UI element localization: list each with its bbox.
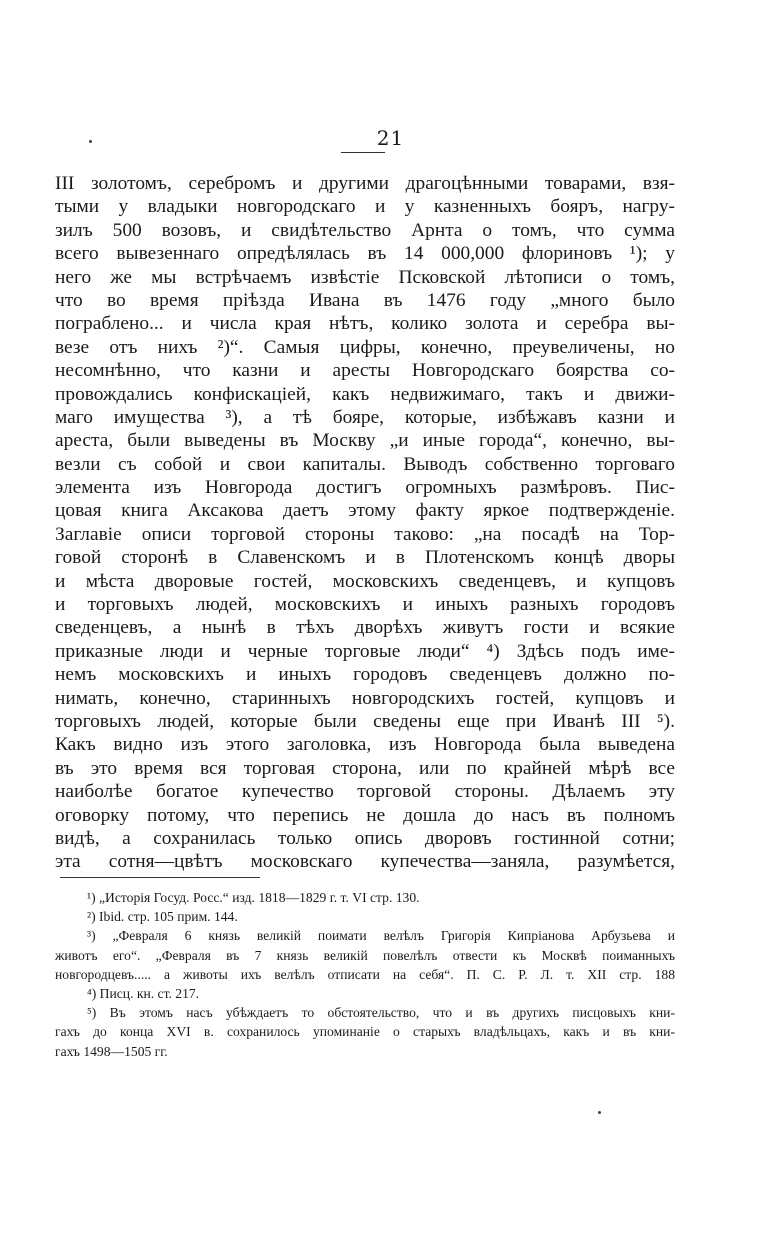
text-line: наиболѣе богатое купечество торговой стороны. Дѣлаемъ эту xyxy=(55,781,675,803)
text-line: несомнѣнно, что казни и аресты Новгородскаго боярства со- xyxy=(55,360,675,382)
text-line: везли съ собой и свои капиталы. Выводъ собственно торговаго xyxy=(55,453,675,475)
text-line: эта сотня—цвѣтъ московскаго купечества—заняла, разумѣется, xyxy=(55,851,675,873)
text-line: видѣ, а сохранилась только опись дворовъ гостинной сотни; xyxy=(55,827,675,849)
text-line: торговыхъ людей, которые были сведены еще при Иванѣ III ⁵). xyxy=(55,710,675,732)
print-speck xyxy=(598,1111,601,1114)
footnote-line: ³) „Февраля 6 князь великій поимати велѣлъ Григорія Кипріанова Арбузьева и xyxy=(87,928,675,944)
footnote-line: ²) Ibid. стр. 105 прим. 144. xyxy=(87,909,238,925)
page-number-underline xyxy=(341,152,385,153)
text-line: Какъ видно изъ этого заголовка, изъ Новгорода была выведена xyxy=(55,734,675,756)
footnotes xyxy=(55,888,675,1061)
text-line: пограблено... и числа края нѣтъ, колико золота и серебра вы- xyxy=(55,313,675,335)
text-line: зилъ 500 возовъ, и свидѣтельство Арнта о томъ, что сумма xyxy=(55,219,675,241)
text-line: нимать, конечно, старинныхъ новгородскихъ гостей, купцовъ и xyxy=(55,687,675,709)
text-line: оговорку потому, что перепись не дошла до насъ въ полномъ xyxy=(55,804,675,826)
text-line: что во время пріѣзда Ивана въ 1476 году „много было xyxy=(55,289,675,311)
footnote-separator xyxy=(60,877,260,878)
footnote-line: ⁴) Писц. кн. ст. 217. xyxy=(87,985,200,1001)
text-line: него же мы встрѣчаемъ извѣстіе Псковской лѣтописи о томъ, xyxy=(55,266,675,288)
text-line: въ это время вся торговая сторона, или по крайней мѣрѣ все xyxy=(55,757,675,779)
text-line: III золотомъ, серебромъ и другими драгоцѣнными товарами, взя- xyxy=(55,173,675,194)
footnote-line: гахъ 1498—1505 гг. xyxy=(55,1043,168,1059)
page-number: 21 xyxy=(376,126,405,150)
text-line: провождались конфискацiей, какъ недвижимаго, такъ и движи- xyxy=(55,383,675,405)
text-line: и мѣста дворовые гостей, московскихъ сведенцевъ, и купцовъ xyxy=(55,570,675,592)
footnote-line: ⁵) Въ этомъ насъ убѣждаетъ то обстоятельство, что и въ другихъ писцовыхъ кни- xyxy=(87,1005,675,1021)
text-line: маго имущества ³), а тѣ бояре, которые, избѣжавъ казни и xyxy=(55,406,675,428)
footnote-line: гахъ до конца XVI в. сохранилось упоминаніе о старыхъ владѣльцахъ, какъ и въ кни- xyxy=(55,1024,675,1040)
text-line: сведенцевъ, а нынѣ в тѣхъ дворѣхъ живутъ гости и всякие xyxy=(55,617,675,639)
text-line: немъ московскихъ и иныхъ городовъ сведенцевъ должно по- xyxy=(55,664,675,686)
text-line: всего вывезеннаго опредѣлялась въ 14 000,000 флориновъ ¹); у xyxy=(55,243,675,265)
text-line: везе отъ нихъ ²)“. Самыя цифры, конечно, преувеличены, но xyxy=(55,336,675,358)
text-line: тыми у владыки новгородскаго и у казненныхъ бояръ, нагру- xyxy=(55,196,675,218)
text-line: элемента изъ Новгорода достигъ огромныхъ размѣровъ. Пис- xyxy=(55,477,675,499)
footnote-line: животъ его“. „Февраля въ 7 князь великій повелѣлъ отвести къ Москвѣ поиманныхъ xyxy=(55,947,675,963)
text-line: Заглавіе описи торговой стороны таково: „на посадѣ на Тор- xyxy=(55,523,675,545)
footnote-line: новгородцевъ..... а животы ихъ велѣлъ отписати на себя“. П. С. Р. Л. т. XII стр. 188 xyxy=(55,966,675,982)
main-text xyxy=(55,172,675,874)
footnote-line: ¹) „Исторія Госуд. Росс.“ изд. 1818—1829 г. т. VI стр. 130. xyxy=(87,890,420,905)
text-line: говой сторонѣ в Славенскомъ и в Плотенскомъ концѣ дворы xyxy=(55,547,675,569)
text-line: приказные люди и черные торговые люди“ ⁴) Здѣсь подъ име- xyxy=(55,640,675,662)
text-line: и торговыхъ людей, московскихъ и иныхъ разныхъ городовъ xyxy=(55,594,675,616)
text-line: ареста, были выведены въ Москву „и иные города“, конечно, вы- xyxy=(55,430,675,452)
text-line: цовая книга Аксакова даетъ этому факту яркое подтвержденіе. xyxy=(55,500,675,522)
